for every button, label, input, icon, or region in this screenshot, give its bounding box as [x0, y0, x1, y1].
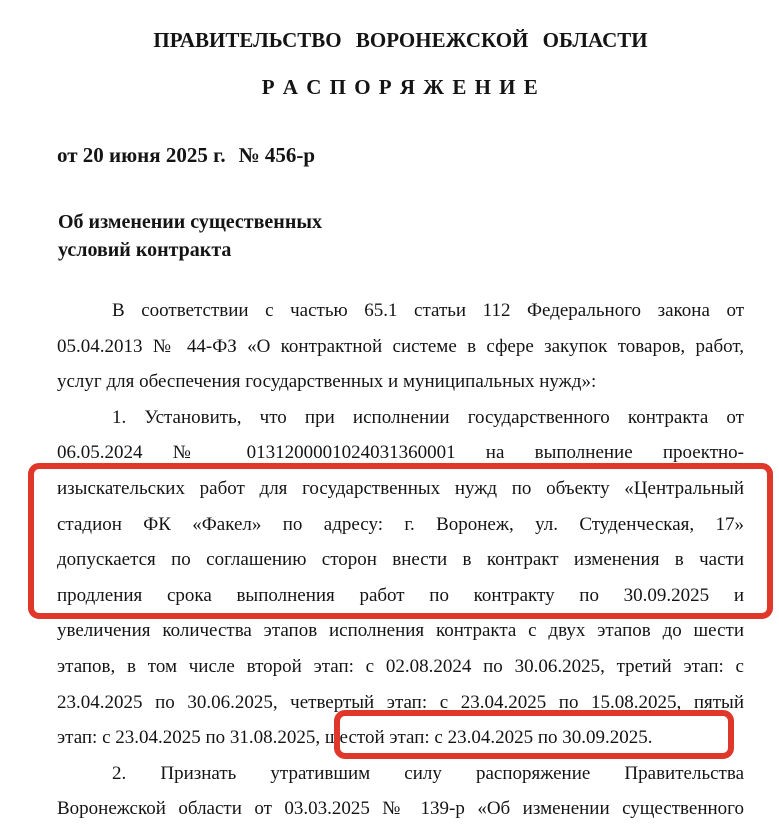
body-line: 05.04.2013 № 44-ФЗ «О контрактной системе в сфере закупок товаров, работ,	[57, 335, 744, 357]
body-line: Воронежской области от 03.03.2025 № 139-р «Об изменении существенного	[57, 798, 744, 820]
org-title: ПРАВИТЕЛЬСТВО ВОРОНЕЖСКОЙ ОБЛАСТИ	[153, 28, 648, 52]
body-line: стадион ФК «Факел» по адресу: г. Воронеж, ул. Студенческая, 17»	[57, 513, 744, 535]
body-line: В соответствии с частью 65.1 статьи 112 Федерального закона от	[112, 300, 744, 321]
doc-date: от 20 июня 2025 г.	[57, 143, 226, 167]
subject-line: Об изменении существенных	[58, 211, 322, 233]
body-line: 23.04.2025 по 30.06.2025, четвертый этап: с 23.04.2025 по 15.08.2025, пятый	[57, 691, 744, 713]
body-line: услуг для обеспечения государственных и муниципальных нужд»:	[57, 371, 597, 393]
document-content	[57, 0, 744, 827]
body-line: изыскательских работ для государственных нужд по объекту «Центральный	[57, 477, 744, 499]
doc-number: № 456-р	[238, 143, 316, 167]
subject-line: условий контракта	[58, 239, 232, 261]
body-line: 2. Признать утратившим силу распоряжение Правительства	[112, 762, 744, 784]
body-line: допускается по соглашению сторон внести в контракт изменения в части	[57, 549, 744, 571]
body-line: 1. Установить, что при исполнении государственного контракта от	[112, 406, 744, 428]
date-number-line	[57, 144, 744, 166]
body-line: продления срока выполнения работ по контракту по 30.09.2025 и	[57, 584, 744, 606]
doc-type-title: Р А С П О Р Я Ж Е Н И Е	[261, 75, 540, 99]
body-line: этап: с 23.04.2025 по 31.08.2025, шестой этап: с 23.04.2025 по 30.09.2025.	[57, 727, 653, 749]
doc-body	[57, 293, 744, 827]
body-line: 06.05.2024 № 0131200001024031360001 на выполнение проектно-	[57, 442, 744, 464]
doc-subject	[57, 208, 744, 264]
body-line: увеличения количества этапов исполнения контракта с двух этапов до шести	[57, 620, 744, 642]
body-line: этапов, в том числе второй этап: с 02.08.2024 по 30.06.2025, третий этап: с	[57, 655, 744, 677]
